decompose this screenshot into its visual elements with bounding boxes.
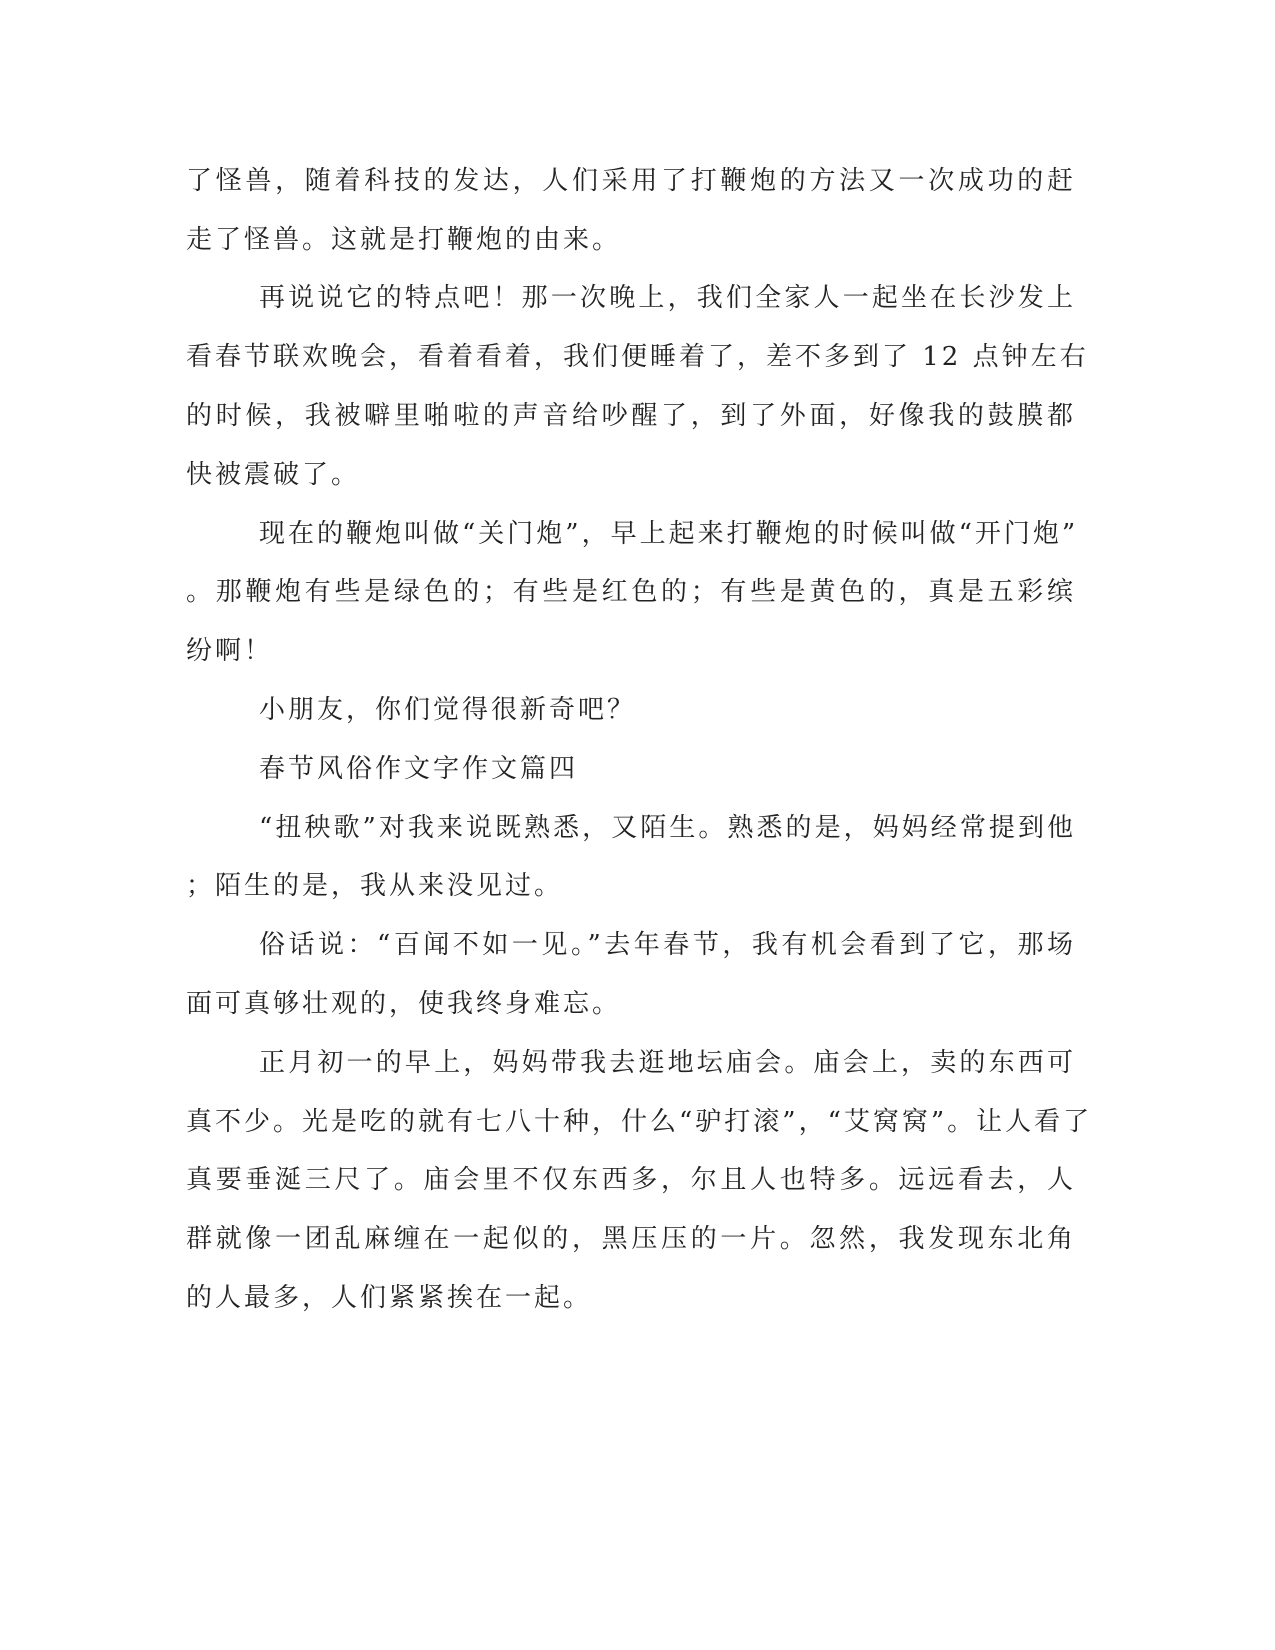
text-line: 的人最多，人们紧紧挨在一起。 xyxy=(186,1283,593,1313)
text-line: 群就像一团乱麻缠在一起似的，黑压压的一片。忽然，我发现东北角 xyxy=(186,1224,1076,1254)
text-line: 真不少。光是吃的就有七八十种，什么“驴打滚”，“艾窝窝”。让人看了 xyxy=(186,1107,1093,1137)
text-line: ；陌生的是，我从来没见过。 xyxy=(186,871,564,901)
text-line: 面可真够壮观的，使我终身难忘。 xyxy=(186,989,622,1019)
text-line: 了怪兽，随着科技的发达，人们采用了打鞭炮的方法又一次成功的赶 xyxy=(186,166,1076,196)
text-line: 看春节联欢晚会，看着看着，我们便睡着了，差不多到了 12 点钟左右 xyxy=(186,342,1089,372)
paragraph-first-line: “扭秧歌”对我来说既熟悉，又陌生。熟悉的是，妈妈经常提到他 xyxy=(259,813,1076,843)
paragraph-first-line: 俗话说：“百闻不如一见。”去年春节，我有机会看到了它，那场 xyxy=(259,930,1076,960)
text-line: 。那鞭炮有些是绿色的；有些是红色的；有些是黄色的，真是五彩缤 xyxy=(186,577,1076,607)
text-line: 走了怪兽。这就是打鞭炮的由来。 xyxy=(186,225,622,255)
paragraph-first-line: 再说说它的特点吧！那一次晚上，我们全家人一起坐在长沙发上 xyxy=(259,283,1076,313)
paragraph-first-line: 小朋友，你们觉得很新奇吧？ xyxy=(259,695,637,725)
text-line: 快被震破了。 xyxy=(186,460,361,490)
text-line: 真要垂涎三尺了。庙会里不仅东西多，尔且人也特多。远远看去，人 xyxy=(186,1165,1076,1195)
text-line: 的时候，我被噼里啪啦的声音给吵醒了，到了外面，好像我的鼓膜都 xyxy=(186,401,1076,431)
paragraph-first-line: 正月初一的早上，妈妈带我去逛地坛庙会。庙会上，卖的东西可 xyxy=(259,1048,1076,1078)
section-heading: 春节风俗作文字作文篇四 xyxy=(259,754,579,784)
paragraph-first-line: 现在的鞭炮叫做“关门炮”，早上起来打鞭炮的时候叫做“开门炮” xyxy=(259,519,1079,549)
text-line: 纷啊！ xyxy=(186,636,274,666)
